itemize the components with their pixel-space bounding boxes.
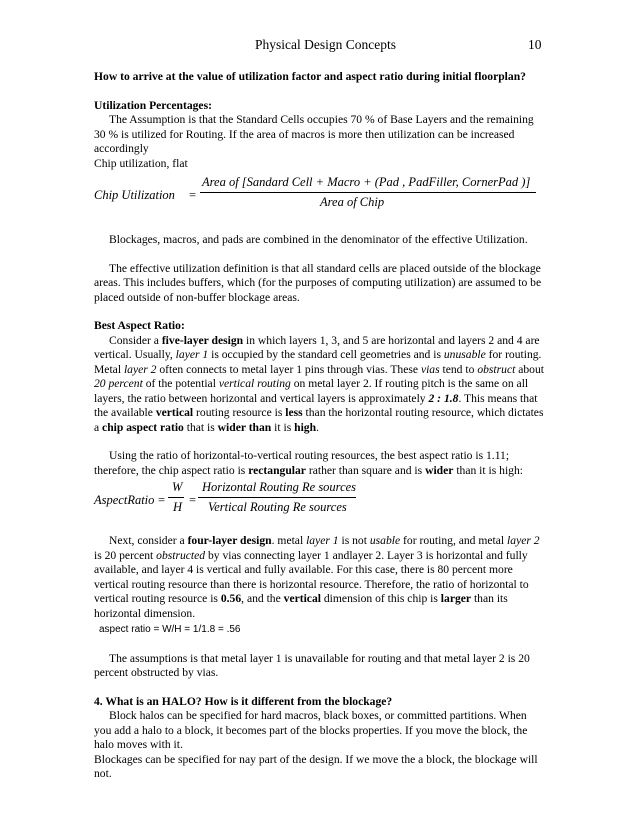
formula-numerator: Horizontal Routing Re sources: [202, 480, 357, 494]
formula-h: H: [173, 500, 183, 514]
fraction-bar: [168, 497, 184, 498]
formula-numerator: Area of [Sandard Cell + Macro + (Pad , PadFiller, CornerPad )]: [202, 175, 531, 189]
formula-denominator: Vertical Routing Re sources: [208, 500, 347, 514]
aspect-ratio-calculation: aspect ratio = W/H = 1/1.8 = .56: [99, 624, 241, 635]
aspect-paragraph-1: Consider a five-layer design in which layers 1, 3, and 5 are horizontal and layers 2 and 4 are vertical. Usually, layer 1 is occupied by the standard cell geometries and is unusable for routing. Metal layer 2 often connects to metal layer 1 pins through vias. These vias tend to obstruct about 20 percent of the potential vertical routing on metal layer 2. If routing pitch is the same on all layers, the ratio between horizontal and vertical layers is approximately 2 : 1.8. This means that the available vertical routing resource is less than the horizontal routing resource, which dictates a chip aspect ratio that is wider than it is high.: [94, 333, 544, 434]
formula-lhs: Chip Utilization: [94, 188, 175, 202]
fraction-bar: [200, 192, 536, 193]
utilization-paragraph-2: Blockages, macros, and pads are combined in the denominator of the effective Utilization.: [109, 233, 528, 246]
page-number: 10: [528, 37, 542, 52]
utilization-paragraph-3: The effective utilization definition is that all standard cells are placed outside of the blockage areas. This includes buffers, which (for the purposes of computing utilization) are assumed to be placed outside of non-buffer blockage areas.: [94, 261, 542, 304]
formula-lhs: AspectRatio: [94, 493, 155, 507]
formula-equals: =: [189, 493, 197, 507]
page-content: [94, 70, 544, 782]
aspect-paragraph-2: Using the ratio of horizontal-to-vertical routing resources, the best aspect ratio is 1.11; therefore, the chip aspect ratio is rectangular rather than square and is wider than it is high:: [94, 449, 523, 477]
formula-w: W: [172, 480, 183, 494]
aspect-heading: Best Aspect Ratio:: [94, 319, 185, 332]
fraction-bar: [198, 497, 356, 498]
page-header: [0, 37, 638, 55]
aspect-paragraph-3: Next, consider a four-layer design. metal layer 1 is not usable for routing, and metal layer 2 is 20 percent obstructed by vias connecting layer 1 andlayer 2. Layer 3 is horizontal and fully available, and layer 4 is vertical and fully available. For this case, there is 80 percent more vertical routing resource than there is horizontal resource. Therefore, the ratio of horizontal to vertical routing resource is 0.56, and the vertical dimension of this chip is larger than its horizontal dimension.: [94, 534, 540, 620]
formula-denominator: Area of Chip: [320, 195, 385, 209]
question-heading: How to arrive at the value of utilization factor and aspect ratio during initial floorplan?: [94, 70, 526, 83]
aspect-ratio-formula: [94, 480, 544, 520]
formula-equals: =: [158, 493, 166, 507]
utilization-formula: [94, 175, 544, 219]
formula-equals: =: [189, 188, 197, 202]
utilization-heading: Utilization Percentages:: [94, 98, 212, 112]
halo-heading: 4. What is an HALO? How is it different from the blockage?: [94, 694, 393, 708]
utilization-subheading: Chip utilization, flat: [94, 156, 188, 170]
utilization-paragraph-1: The Assumption is that the Standard Cells occupies 70 % of Base Layers and the remaining 30 % is utilized for Routing. If the area of macros is more then utilization can be increased accordingly: [94, 113, 534, 155]
header-title: Physical Design Concepts: [255, 37, 396, 52]
halo-paragraph-2: Blockages can be specified for nay part of the design. If we move the a block, the blockage will not.: [94, 752, 538, 780]
aspect-paragraph-4: The assumptions is that metal layer 1 is unavailable for routing and that metal layer 2 is 20 percent obstructed by vias.: [94, 651, 530, 679]
halo-paragraph-1: Block halos can be specified for hard macros, black boxes, or committed partitions. When you add a halo to a block, it becomes part of the blocks properties. If you move the block, the halo moves with it.: [94, 709, 528, 751]
